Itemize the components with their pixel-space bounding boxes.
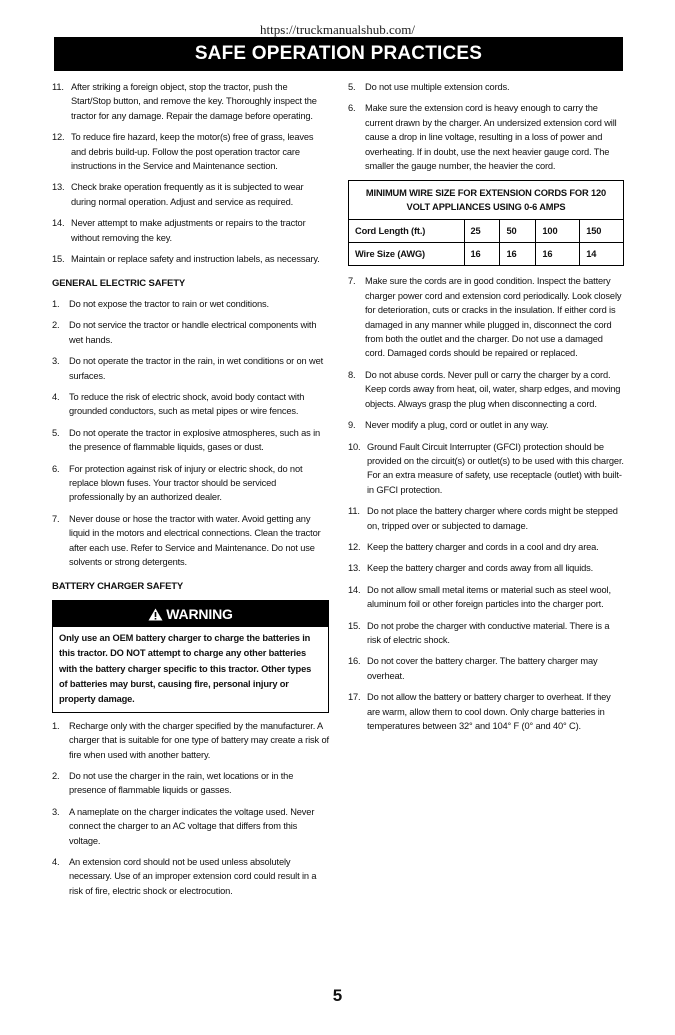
list-item [52, 426, 329, 455]
list-item-number: 11. [348, 506, 360, 517]
list-item [52, 855, 329, 898]
warning-box [52, 600, 329, 713]
table-row [349, 220, 624, 243]
list-item-text: To reduce the risk of electric shock, avoid body contact with grounded conductors, such as metal pipes or wire fences. [69, 391, 305, 417]
list-item-number: 9. [348, 420, 356, 431]
page-number: 5 [332, 986, 343, 1005]
list-item-text: Do not use multiple extension cords. [365, 82, 510, 92]
list-item-number: 7. [52, 513, 60, 524]
list-item [52, 297, 329, 311]
list-item [348, 80, 624, 94]
list-item-text: Make sure the extension cord is heavy enough to carry the current drawn by the charger. An undersized extension cord will cause a drop in line voltage, resulting in a loss of power and overheating. If in doubt, use the next heavier gauge cord. The smaller the gauge number, the heavier the cord. [365, 103, 617, 172]
list-item-text: Do not service the tractor or handle electrical components with wet hands. [69, 320, 317, 345]
list-item [348, 561, 624, 575]
table-cell: 16 [536, 243, 580, 266]
list-item-text: To reduce fire hazard, keep the motor(s) free of grass, leaves and debris build-up. Follow the post operation tractor care instructions in the Service and Maintenance section. [71, 132, 314, 172]
list-battery-right-a [348, 80, 624, 173]
list-item-number: 15. [348, 620, 361, 631]
list-item-number: 17. [348, 692, 361, 703]
list-item-number: 11. [52, 82, 64, 92]
list-item-number: 3. [52, 806, 60, 817]
list-item-text: Never douse or hose the tractor with water. Avoid getting any liquid in the motors and electrical connections. Clean the tractor after each use. Refer to Service and Maintenance. Do not use solvents or strong detergents. [69, 513, 321, 567]
list-item-number: 1. [52, 298, 60, 309]
list-item [52, 354, 329, 383]
list-battery-left [52, 719, 329, 898]
list-item [348, 504, 624, 533]
list-item-number: 8. [348, 369, 356, 380]
list-item [52, 318, 329, 347]
list-item [348, 690, 624, 733]
table-cell: 25 [464, 220, 500, 243]
warning-triangle-icon [148, 608, 163, 621]
table-cell: 14 [580, 243, 624, 266]
list-item-number: 2. [52, 771, 60, 782]
list-item [348, 619, 624, 648]
list-item-number: 3. [52, 356, 60, 367]
list-item-text: Recharge only with the charger specified by the manufacturer. A charger that is suitable for one type of battery may create a risk of fire when used with another battery. [69, 720, 329, 760]
list-item-number: 15. [52, 254, 65, 265]
warning-header [53, 601, 328, 627]
list-item-number: 10. [348, 441, 361, 452]
list-item-text: Do not cover the battery charger. The battery charger may overheat. [367, 656, 598, 681]
list-item-number: 4. [52, 391, 60, 402]
list-item-number: 6. [348, 103, 356, 114]
list-item [52, 216, 329, 245]
table-cell: 100 [536, 220, 580, 243]
list-item-number: 14. [52, 218, 65, 229]
list-item [348, 418, 624, 432]
list-item [52, 462, 329, 505]
list-item-text: Do not use the charger in the rain, wet locations or in the presence of flammable liquids or gasses. [69, 771, 294, 796]
list-item-text: A nameplate on the charger indicates the voltage used. Never connect the charger to an AC voltage that differs from this voltage. [69, 806, 315, 846]
list-item-number: 13. [52, 182, 65, 193]
list-item [52, 719, 329, 762]
list-item-number: 13. [348, 563, 361, 574]
list-item-number: 14. [348, 584, 361, 595]
list-item [52, 180, 329, 209]
list-item-number: 16. [348, 656, 361, 667]
list-item-number: 7. [348, 276, 356, 287]
list-item-text: Keep the battery charger and cords in a cool and dry area. [367, 541, 599, 552]
list-item-text: Do not expose the tractor to rain or wet conditions. [69, 298, 269, 309]
wire-table-title-row [349, 181, 624, 220]
warning-title: WARNING [166, 605, 233, 622]
list-item [52, 390, 329, 419]
table-row [349, 243, 624, 266]
list-item-text: Ground Fault Circuit Interrupter (GFCI) protection should be provided on the circuit(s) or outlet(s) to be used with this charger. For an extra measure of safety, use receptacle (outlet) with built-in GFCI protection. [367, 441, 624, 495]
list-left-top [52, 80, 329, 266]
list-item [348, 654, 624, 683]
list-item-text: Make sure the cords are in good condition. Inspect the battery charger power cord and extension cord periodically. Look closely for deterioration, cuts or cracks in the insulation. If either cord is damaged in any manner while plugged in, disconnect the cord from both the outlet and the charger. Do not use a damaged cord. Damaged cords should be repaired or replaced. [365, 276, 622, 359]
list-battery-right-b [348, 274, 624, 733]
list-item [348, 368, 624, 411]
list-item-text: Never attempt to make adjustments or repairs to the tractor without removing the key. [71, 218, 306, 243]
list-item-text: An extension cord should not be used unless absolutely necessary. Use of an improper extension cord could result in a risk of fire, electric shock or electrocution. [69, 857, 317, 896]
list-item-number: 6. [52, 463, 60, 474]
warning-text: Only use an OEM battery charger to charge the batteries in this tractor. DO NOT attempt to charge any other batteries with the battery charger specific to this tractor. Other types of batteries may burst, causing fire, personal injury or property damage. [59, 632, 312, 705]
list-item [52, 512, 329, 570]
table-cell: Wire Size (AWG) [349, 243, 465, 266]
table-cell: 16 [464, 243, 500, 266]
list-item [348, 274, 624, 360]
list-item-text: Do not operate the tractor in explosive atmospheres, such as in the presence of flammable liquids, gases or dust. [69, 427, 321, 453]
list-item-text: Do not probe the charger with conductive material. There is a risk of electric shock. [367, 620, 610, 645]
list-item-text: Do not place the battery charger where cords might be stepped on, tripped over or subjected to damage. [367, 506, 618, 531]
list-item [348, 583, 624, 612]
list-item-text: Check brake operation frequently as it is subjected to wear during normal operation. Adjust and service as required. [71, 182, 304, 207]
list-item-text: After striking a foreign object, stop the tractor, push the Start/Stop button, and remove the key. Thoroughly inspect the tractor for any damage. Repair the damage before operating. [71, 82, 317, 121]
list-item [348, 101, 624, 173]
list-item [52, 130, 329, 173]
list-item [348, 440, 624, 498]
list-item [52, 80, 329, 123]
page-title-banner: SAFE OPERATION PRACTICES [54, 37, 623, 71]
list-item-text: Maintain or replace safety and instruction labels, as necessary. [71, 254, 320, 265]
list-item-text: Keep the battery charger and cords away from all liquids. [367, 563, 594, 574]
list-item-number: 5. [348, 82, 356, 92]
table-cell: 150 [580, 220, 624, 243]
list-item [52, 769, 329, 798]
list-item-number: 1. [52, 720, 60, 731]
left-column [52, 80, 329, 905]
source-url: https://truckmanualshub.com/ [260, 22, 415, 37]
list-item-text: Do not allow the battery or battery charger to overheat. If they are warm, allow them to cool down. Only charge batteries in temperatures between 32° and 104° F (0° and 40° C). [367, 692, 611, 731]
list-item-text: For protection against risk of injury or electric shock, do not replace blown fuses. Your tractor should be serviced professionally by an authorized dealer. [69, 463, 303, 503]
battery-charger-heading: BATTERY CHARGER SAFETY [52, 581, 184, 593]
list-item [348, 540, 624, 554]
table-cell: Cord Length (ft.) [349, 220, 465, 243]
list-item [52, 805, 329, 848]
wire-size-table [348, 180, 624, 266]
list-item-text: Never modify a plug, cord or outlet in any way. [365, 420, 549, 431]
list-item-text: Do not allow small metal items or material such as steel wool, aluminum foil or other foreign particles into the charger port. [367, 584, 611, 610]
list-item [52, 252, 329, 266]
table-cell: 16 [500, 243, 536, 266]
list-item-number: 12. [52, 132, 65, 143]
list-item-text: Do not abuse cords. Never pull or carry the charger by a cord. Keep cords away from heat, oil, water, sharp edges, and moving objects. Always grasp the plug when disconnecting a cord. [365, 369, 621, 409]
list-item-number: 2. [52, 320, 60, 331]
general-electric-heading: GENERAL ELECTRIC SAFETY [52, 278, 186, 290]
list-item-number: 5. [52, 427, 60, 438]
wire-table-title: MINIMUM WIRE SIZE FOR EXTENSION CORDS FOR 120 VOLT APPLIANCES USING 0-6 AMPS [349, 181, 624, 220]
list-item-number: 12. [348, 541, 361, 552]
list-general-electric [52, 297, 329, 570]
right-column [348, 80, 624, 740]
list-item-text: Do not operate the tractor in the rain, in wet conditions or on wet surfaces. [69, 356, 324, 381]
list-item-number: 4. [52, 857, 60, 868]
table-cell: 50 [500, 220, 536, 243]
